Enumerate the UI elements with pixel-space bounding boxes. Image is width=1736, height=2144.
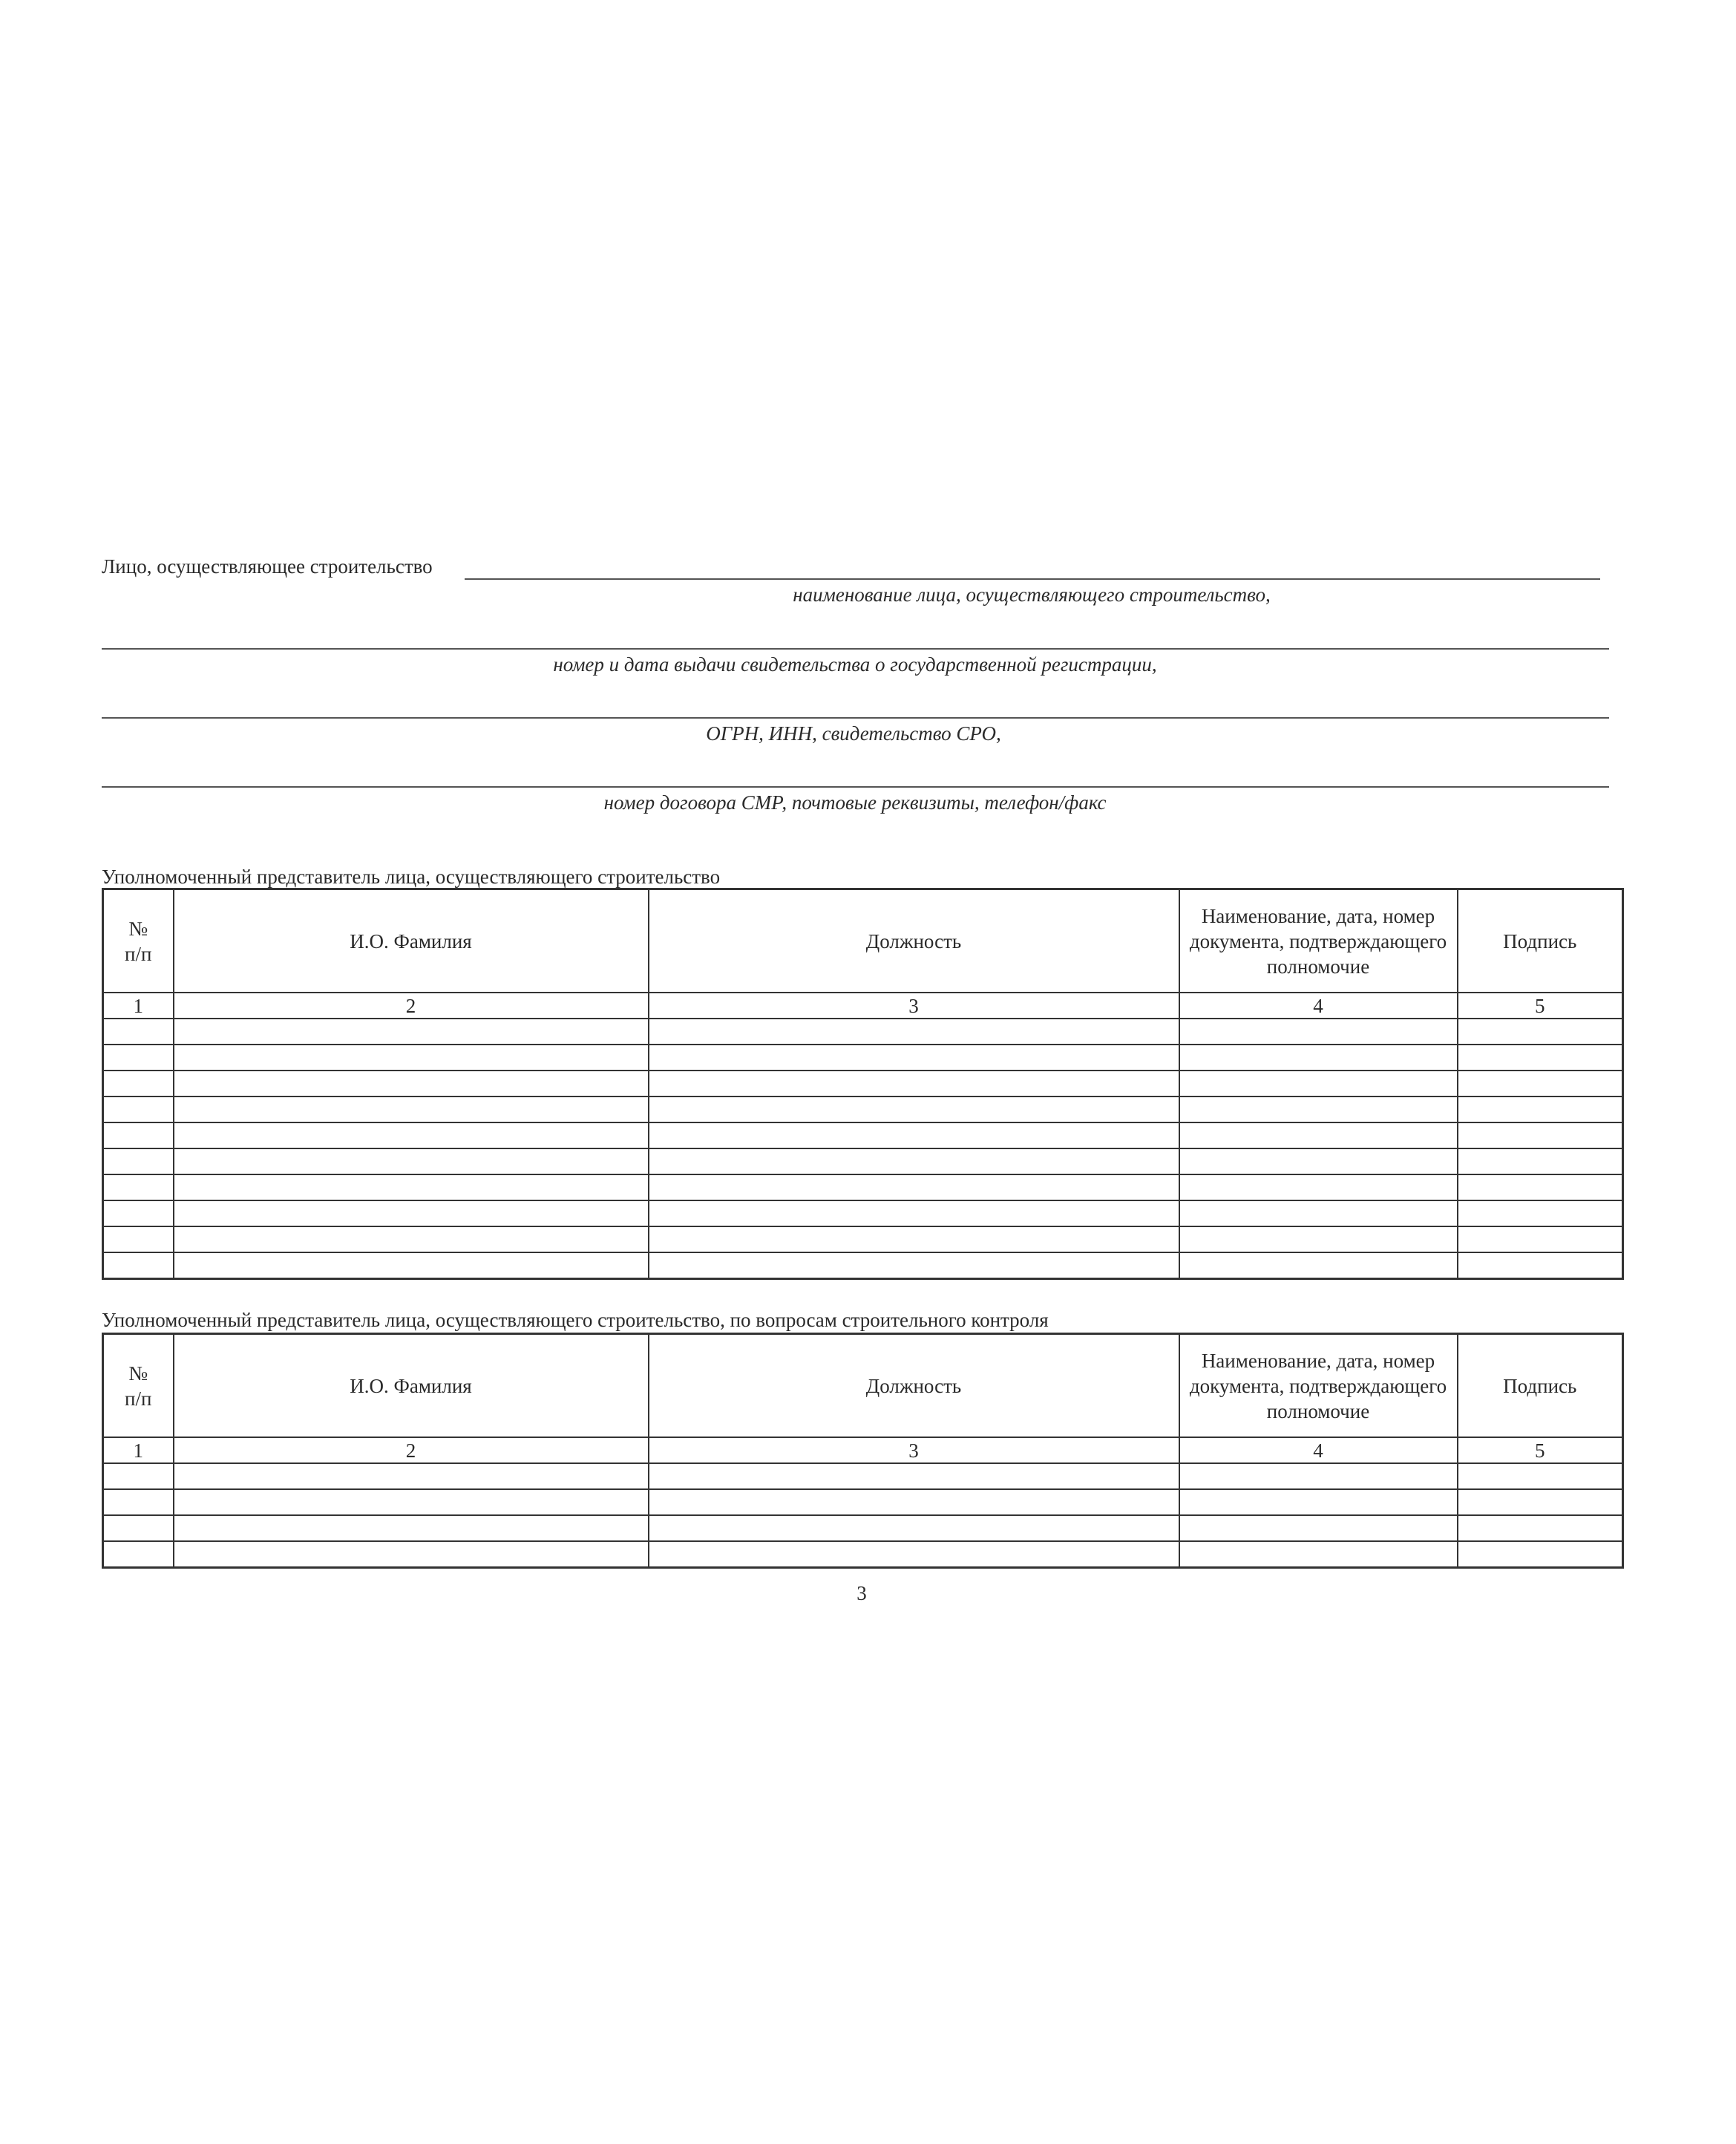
contract-contacts-line[interactable] [102, 786, 1609, 788]
column-number-row [103, 1437, 1623, 1463]
cell-number[interactable] [103, 1174, 174, 1200]
table-row [103, 1096, 1623, 1122]
ogrn-inn-line[interactable] [102, 717, 1609, 719]
cell-position[interactable] [649, 1071, 1179, 1096]
col-header-signature: Подпись [1458, 889, 1623, 993]
cell-position[interactable] [649, 1226, 1179, 1252]
cell-name[interactable] [174, 1174, 649, 1200]
cell-authority-document[interactable] [1179, 1515, 1458, 1541]
cell-signature[interactable] [1458, 1019, 1623, 1045]
col-header-position: Должность [649, 1334, 1179, 1438]
col-number: 1 [103, 1437, 174, 1463]
col-header-authority-document: Наименование, дата, номер документа, подтверждающего полномочие [1179, 889, 1458, 993]
cell-number[interactable] [103, 1226, 174, 1252]
caption-ogrn-inn: ОГРН, ИНН, свидетельство СРО, [706, 722, 1001, 745]
table-row [103, 1515, 1623, 1541]
col-header-number: № п/п [103, 1334, 174, 1438]
col-header-name: И.О. Фамилия [174, 889, 649, 993]
col-number: 5 [1458, 1437, 1623, 1463]
caption-contract-contacts: номер договора СМР, почтовые реквизиты, телефон/факс [603, 791, 1107, 814]
cell-signature[interactable] [1458, 1071, 1623, 1096]
col-header-position: Должность [649, 889, 1179, 993]
cell-number[interactable] [103, 1252, 174, 1279]
cell-name[interactable] [174, 1489, 649, 1515]
col-number: 4 [1179, 993, 1458, 1019]
table-row [103, 1019, 1623, 1045]
cell-number[interactable] [103, 1200, 174, 1226]
cell-signature[interactable] [1458, 1252, 1623, 1279]
cell-position[interactable] [649, 1122, 1179, 1148]
cell-authority-document[interactable] [1179, 1541, 1458, 1568]
cell-number[interactable] [103, 1515, 174, 1541]
cell-signature[interactable] [1458, 1122, 1623, 1148]
table-row [103, 1071, 1623, 1096]
col-header-signature: Подпись [1458, 1334, 1623, 1438]
table-header-row [103, 1334, 1623, 1438]
cell-position[interactable] [649, 1174, 1179, 1200]
cell-number[interactable] [103, 1148, 174, 1174]
table-row [103, 1200, 1623, 1226]
col-number: 2 [174, 993, 649, 1019]
table-row [103, 1541, 1623, 1568]
col-number: 1 [103, 993, 174, 1019]
cell-signature[interactable] [1458, 1226, 1623, 1252]
cell-signature[interactable] [1458, 1096, 1623, 1122]
table-header-row [103, 889, 1623, 993]
cell-name[interactable] [174, 1045, 649, 1071]
caption-builder-name: наименование лица, осуществляющего строительство, [793, 584, 1271, 606]
cell-signature[interactable] [1458, 1463, 1623, 1489]
cell-signature[interactable] [1458, 1489, 1623, 1515]
builder-name-line[interactable] [465, 578, 1600, 580]
cell-number[interactable] [103, 1045, 174, 1071]
cell-number[interactable] [103, 1489, 174, 1515]
cell-number[interactable] [103, 1019, 174, 1045]
cell-authority-document[interactable] [1179, 1463, 1458, 1489]
cell-name[interactable] [174, 1019, 649, 1045]
col-header-authority-document: Наименование, дата, номер документа, подтверждающего полномочие [1179, 1334, 1458, 1438]
builder-label: Лицо, осуществляющее строительство [102, 555, 433, 578]
table-row [103, 1489, 1623, 1515]
caption-registration: номер и дата выдачи свидетельства о государственной регистрации, [553, 653, 1157, 676]
table-row [103, 1122, 1623, 1148]
col-header-number: № п/п [103, 889, 174, 993]
cell-number[interactable] [103, 1541, 174, 1568]
cell-number[interactable] [103, 1122, 174, 1148]
cell-signature[interactable] [1458, 1148, 1623, 1174]
col-number: 5 [1458, 993, 1623, 1019]
cell-name[interactable] [174, 1096, 649, 1122]
cell-position[interactable] [649, 1200, 1179, 1226]
cell-authority-document[interactable] [1179, 1148, 1458, 1174]
cell-position[interactable] [649, 1096, 1179, 1122]
table1-title: Уполномоченный представитель лица, осуществляющего строительство [102, 866, 721, 888]
col-number: 3 [649, 1437, 1179, 1463]
cell-name[interactable] [174, 1226, 649, 1252]
cell-authority-document[interactable] [1179, 1019, 1458, 1045]
cell-authority-document[interactable] [1179, 1200, 1458, 1226]
cell-position[interactable] [649, 1045, 1179, 1071]
cell-position[interactable] [649, 1541, 1179, 1568]
column-number-row [103, 993, 1623, 1019]
cell-number[interactable] [103, 1463, 174, 1489]
table-row [103, 1463, 1623, 1489]
cell-name[interactable] [174, 1463, 649, 1489]
col-number: 4 [1179, 1437, 1458, 1463]
cell-name[interactable] [174, 1071, 649, 1096]
cell-name[interactable] [174, 1148, 649, 1174]
cell-position[interactable] [649, 1489, 1179, 1515]
table-row [103, 1148, 1623, 1174]
cell-authority-document[interactable] [1179, 1122, 1458, 1148]
table-row [103, 1226, 1623, 1252]
cell-position[interactable] [649, 1252, 1179, 1279]
table-row [103, 1174, 1623, 1200]
cell-authority-document[interactable] [1179, 1252, 1458, 1279]
cell-name[interactable] [174, 1515, 649, 1541]
cell-signature[interactable] [1458, 1174, 1623, 1200]
cell-name[interactable] [174, 1122, 649, 1148]
table-row [103, 1252, 1623, 1279]
cell-signature[interactable] [1458, 1541, 1623, 1568]
cell-authority-document[interactable] [1179, 1226, 1458, 1252]
page-number: 3 [856, 1582, 867, 1604]
col-number: 2 [174, 1437, 649, 1463]
table-row [103, 1045, 1623, 1071]
table2-title: Уполномоченный представитель лица, осуществляющего строительство, по вопросам строительного контроля [102, 1309, 1049, 1331]
cell-position[interactable] [649, 1148, 1179, 1174]
cell-name[interactable] [174, 1541, 649, 1568]
cell-name[interactable] [174, 1200, 649, 1226]
cell-position[interactable] [649, 1019, 1179, 1045]
cell-signature[interactable] [1458, 1200, 1623, 1226]
cell-authority-document[interactable] [1179, 1489, 1458, 1515]
registration-line[interactable] [102, 648, 1609, 650]
cell-name[interactable] [174, 1252, 649, 1279]
cell-authority-document[interactable] [1179, 1045, 1458, 1071]
cell-position[interactable] [649, 1463, 1179, 1489]
cell-signature[interactable] [1458, 1515, 1623, 1541]
table2-construction-control-representatives [102, 1333, 1624, 1569]
cell-signature[interactable] [1458, 1045, 1623, 1071]
cell-authority-document[interactable] [1179, 1174, 1458, 1200]
cell-number[interactable] [103, 1071, 174, 1096]
cell-position[interactable] [649, 1515, 1179, 1541]
table1-representatives [102, 888, 1624, 1280]
col-number: 3 [649, 993, 1179, 1019]
cell-number[interactable] [103, 1096, 174, 1122]
cell-authority-document[interactable] [1179, 1096, 1458, 1122]
cell-authority-document[interactable] [1179, 1071, 1458, 1096]
col-header-name: И.О. Фамилия [174, 1334, 649, 1438]
